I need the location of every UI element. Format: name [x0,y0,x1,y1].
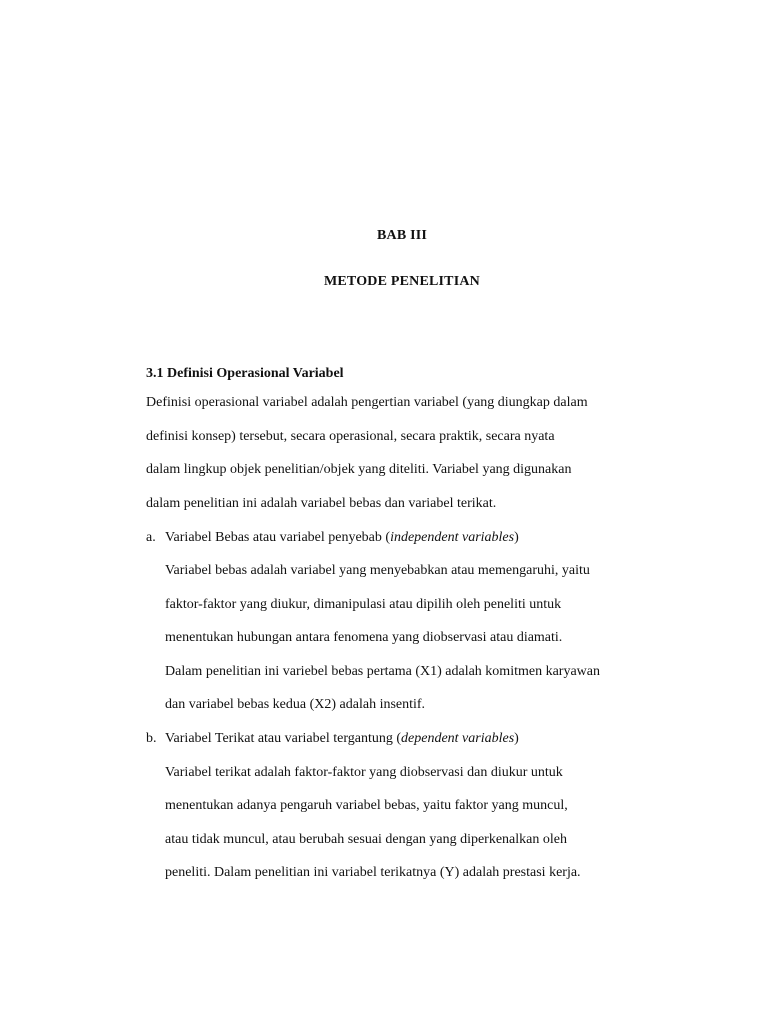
intro-line: Definisi operasional variabel adalah pengertian variabel (yang diungkap dalam [146,395,588,410]
item-b-line: atau tidak muncul, atau berubah sesuai dengan yang diperkenalkan oleh [165,832,567,847]
list-marker-b: b. [146,731,157,746]
label-italic: independent variables [390,530,515,545]
label-prefix: Variabel Terikat atau variabel tergantung ( [165,731,402,746]
chapter-title: METODE PENELITIAN [323,274,480,289]
item-a-line: dan variabel bebas kedua (X2) adalah insentif. [165,697,426,712]
item-a-line: faktor-faktor yang diukur, dimanipulasi atau dipilih oleh peneliti untuk [165,597,562,612]
item-a-line: Variabel bebas adalah variabel yang menyebabkan atau memengaruhi, yaitu [165,563,590,578]
label-italic: dependent variables [401,731,515,746]
list-marker-a: a. [146,530,156,545]
intro-line: dalam penelitian ini adalah variabel bebas dan variabel terikat. [146,496,497,511]
item-b-line: peneliti. Dalam penelitian ini variabel terikatnya (Y) adalah prestasi kerja. [165,865,581,880]
label-prefix: Variabel Bebas atau variabel penyebab ( [165,530,391,545]
label-suffix: ) [514,530,519,545]
section-heading: 3.1 Definisi Operasional Variabel [146,366,344,381]
item-a-line: Dalam penelitian ini variebel bebas pertama (X1) adalah komitmen karyawan [165,664,600,679]
item-b-line: menentukan adanya pengaruh variabel bebas, yaitu faktor yang muncul, [165,798,568,813]
label-suffix: ) [514,731,519,746]
list-item-label-a [165,530,519,546]
item-a-line: menentukan hubungan antara fenomena yang diobservasi atau diamati. [165,630,563,645]
list-item-label-b [165,731,519,747]
chapter-number: BAB III [376,228,428,243]
item-b-line: Variabel terikat adalah faktor-faktor yang diobservasi dan diukur untuk [165,765,563,780]
intro-line: dalam lingkup objek penelitian/objek yang diteliti. Variabel yang digunakan [146,462,572,477]
intro-line: definisi konsep) tersebut, secara operasional, secara praktik, secara nyata [146,429,555,444]
